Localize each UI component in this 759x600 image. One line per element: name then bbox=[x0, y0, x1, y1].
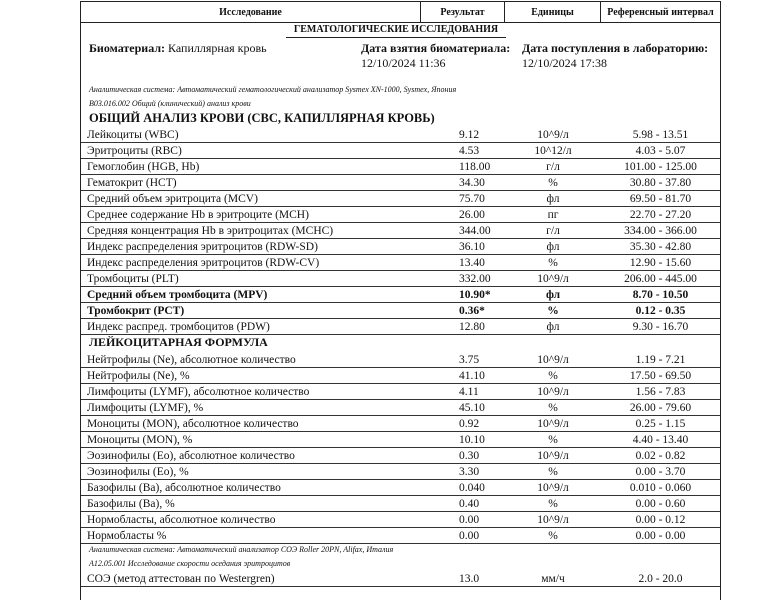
table-row bbox=[81, 352, 720, 368]
cell-unit: % bbox=[505, 255, 601, 271]
table-row bbox=[81, 448, 720, 464]
biomaterial bbox=[89, 41, 267, 56]
cell-name: Тромбокрит (PCT) bbox=[81, 303, 421, 319]
date-taken bbox=[361, 41, 510, 71]
analyzer-note-1: Аналитическая система: Автоматический гематологический анализатор Sysmex XN-1000, Sysmex, Япония bbox=[89, 85, 457, 94]
cell-ref: 0.010 - 0.060 bbox=[601, 480, 720, 496]
table-row bbox=[81, 239, 720, 255]
cell-value: 13.40 bbox=[421, 255, 505, 271]
cell-name: Базофилы (Ba), % bbox=[81, 496, 421, 512]
cell-unit: 10^9/л bbox=[505, 127, 601, 143]
header-study: Исследование bbox=[81, 2, 421, 22]
cell-unit: 10^9/л bbox=[505, 271, 601, 287]
header-reference: Референсный интервал bbox=[607, 6, 714, 18]
cell-value: 75.70 bbox=[421, 191, 505, 207]
table-row bbox=[81, 127, 720, 143]
cell-ref: 0.00 - 3.70 bbox=[601, 464, 720, 480]
cell-name: Лимфоциты (LYMF), % bbox=[81, 400, 421, 416]
table-row bbox=[81, 175, 720, 191]
table-row bbox=[81, 480, 720, 496]
cell-unit: фл bbox=[505, 287, 601, 303]
table-row bbox=[81, 287, 720, 303]
table-row bbox=[81, 255, 720, 271]
cell-unit: % bbox=[505, 400, 601, 416]
cell-name: Гемоглобин (HGB, Hb) bbox=[81, 159, 421, 175]
cell-value: 0.92 bbox=[421, 416, 505, 432]
table-row bbox=[81, 528, 720, 544]
cell-ref: 5.98 - 13.51 bbox=[601, 127, 720, 143]
cell-unit: % bbox=[505, 175, 601, 191]
cell-name: Средний объем тромбоцита (MPV) bbox=[81, 287, 421, 303]
cell-value: 0.40 bbox=[421, 496, 505, 512]
cell-ref: 4.03 - 5.07 bbox=[601, 143, 720, 159]
cell-name: Нейтрофилы (Ne), абсолютное количество bbox=[81, 352, 421, 368]
table-row bbox=[81, 384, 720, 400]
esr-unit: мм/ч bbox=[505, 571, 601, 587]
cell-name: Среднее содержание Hb в эритроците (MCH) bbox=[81, 207, 421, 223]
table-row bbox=[81, 303, 720, 319]
cell-value: 9.12 bbox=[421, 127, 505, 143]
cell-name: Нормобласты, абсолютное количество bbox=[81, 512, 421, 528]
cell-ref: 334.00 - 366.00 bbox=[601, 223, 720, 239]
lab-report-document bbox=[80, 1, 721, 600]
cell-value: 0.00 bbox=[421, 528, 505, 544]
date-taken-value: 12/10/2024 11:36 bbox=[361, 56, 446, 70]
cell-unit: 10^12/л bbox=[505, 143, 601, 159]
table-row bbox=[81, 464, 720, 480]
date-taken-label: Дата взятия биоматериала: bbox=[361, 41, 511, 55]
table-row bbox=[81, 319, 720, 335]
cell-name: Лимфоциты (LYMF), абсолютное количество bbox=[81, 384, 421, 400]
cell-name: Средний объем эритроцита (MCV) bbox=[81, 191, 421, 207]
cell-ref: 69.50 - 81.70 bbox=[601, 191, 720, 207]
table-row bbox=[81, 496, 720, 512]
table-row bbox=[81, 271, 720, 287]
table-row bbox=[81, 207, 720, 223]
cell-unit: фл bbox=[505, 319, 601, 335]
table-row bbox=[81, 512, 720, 528]
cell-ref: 1.56 - 7.83 bbox=[601, 384, 720, 400]
cell-ref: 26.00 - 79.60 bbox=[601, 400, 720, 416]
cell-name: Тромбоциты (PLT) bbox=[81, 271, 421, 287]
cell-unit: 10^9/л bbox=[505, 480, 601, 496]
cell-name: Нейтрофилы (Ne), % bbox=[81, 368, 421, 384]
cell-value: 12.80 bbox=[421, 319, 505, 335]
cell-unit: 10^9/л bbox=[505, 384, 601, 400]
cell-unit: 10^9/л bbox=[505, 512, 601, 528]
cell-unit: фл bbox=[505, 239, 601, 255]
cell-ref: 206.00 - 445.00 bbox=[601, 271, 720, 287]
cell-value: 4.53 bbox=[421, 143, 505, 159]
cell-name: Гематокрит (HCT) bbox=[81, 175, 421, 191]
date-received-label: Дата поступления в лабораторию: bbox=[522, 41, 709, 55]
header-units: Единицы bbox=[505, 2, 601, 22]
cell-name: Индекс распред. тромбоцитов (PDW) bbox=[81, 319, 421, 335]
cell-name: Эритроциты (RBC) bbox=[81, 143, 421, 159]
analyzer-note-2: Аналитическая система: Автоматический анализатор СОЭ Roller 20PN, Alifax, Италия bbox=[89, 545, 394, 554]
service-code-2: A12.05.001 Исследование скорости оседания эритроцитов bbox=[89, 559, 291, 568]
cell-value: 4.11 bbox=[421, 384, 505, 400]
leuko-title: ЛЕЙКОЦИТАРНАЯ ФОРМУЛА bbox=[89, 335, 268, 349]
cell-value: 332.00 bbox=[421, 271, 505, 287]
cell-name: Индекс распределения эритроцитов (RDW-CV) bbox=[81, 255, 421, 271]
cell-value: 0.040 bbox=[421, 480, 505, 496]
date-received bbox=[522, 41, 708, 71]
table-row bbox=[81, 432, 720, 448]
biomaterial-value: Капиллярная кровь bbox=[168, 41, 267, 55]
cell-unit: % bbox=[505, 368, 601, 384]
header-result: Результат bbox=[421, 2, 505, 22]
cell-name: Моноциты (MON), % bbox=[81, 432, 421, 448]
cell-unit: г/л bbox=[505, 159, 601, 175]
table-row bbox=[81, 143, 720, 159]
cell-ref: 0.25 - 1.15 bbox=[601, 416, 720, 432]
cell-ref: 9.30 - 16.70 bbox=[601, 319, 720, 335]
cell-name: Средняя концентрация Hb в эритроцитах (MCHC) bbox=[81, 223, 421, 239]
cell-name: Базофилы (Ba), абсолютное количество bbox=[81, 480, 421, 496]
cell-unit: % bbox=[505, 528, 601, 544]
cell-value: 0.00 bbox=[421, 512, 505, 528]
cell-value: 41.10 bbox=[421, 368, 505, 384]
table-row bbox=[81, 400, 720, 416]
cell-value: 36.10 bbox=[421, 239, 505, 255]
cell-name: Эозинофилы (Eo), % bbox=[81, 464, 421, 480]
cell-ref: 0.02 - 0.82 bbox=[601, 448, 720, 464]
table-header bbox=[81, 1, 720, 23]
date-received-value: 12/10/2024 17:38 bbox=[522, 56, 608, 70]
cell-unit: пг bbox=[505, 207, 601, 223]
cell-ref: 22.70 - 27.20 bbox=[601, 207, 720, 223]
table-row bbox=[81, 368, 720, 384]
cbc-title: ОБЩИЙ АНАЛИЗ КРОВИ (CBC, КАПИЛЛЯРНАЯ КРОВЬ) bbox=[89, 111, 435, 125]
cell-value: 10.10 bbox=[421, 432, 505, 448]
cell-ref: 30.80 - 37.80 bbox=[601, 175, 720, 191]
esr-ref: 2.0 - 20.0 bbox=[601, 571, 720, 587]
cell-unit: % bbox=[505, 464, 601, 480]
cell-value: 3.30 bbox=[421, 464, 505, 480]
cell-name: Индекс распределения эритроцитов (RDW-SD) bbox=[81, 239, 421, 255]
leuko-table bbox=[81, 352, 720, 544]
table-row bbox=[81, 159, 720, 175]
table-row bbox=[81, 571, 720, 587]
cell-unit: фл bbox=[505, 191, 601, 207]
cbc-table bbox=[81, 127, 720, 335]
table-row bbox=[81, 416, 720, 432]
cell-value: 45.10 bbox=[421, 400, 505, 416]
cell-unit: 10^9/л bbox=[505, 352, 601, 368]
biomaterial-label: Биоматериал: bbox=[89, 41, 166, 55]
cell-ref: 0.12 - 0.35 bbox=[601, 303, 720, 319]
esr-table bbox=[81, 571, 720, 587]
cell-ref: 0.00 - 0.60 bbox=[601, 496, 720, 512]
cell-ref: 12.90 - 15.60 bbox=[601, 255, 720, 271]
cell-ref: 101.00 - 125.00 bbox=[601, 159, 720, 175]
cell-ref: 17.50 - 69.50 bbox=[601, 368, 720, 384]
cell-ref: 35.30 - 42.80 bbox=[601, 239, 720, 255]
cell-value: 0.30 bbox=[421, 448, 505, 464]
cell-ref: 1.19 - 7.21 bbox=[601, 352, 720, 368]
cell-value: 118.00 bbox=[421, 159, 505, 175]
cell-name: Лейкоциты (WBC) bbox=[81, 127, 421, 143]
esr-value: 13.0 bbox=[421, 571, 505, 587]
cell-value: 34.30 bbox=[421, 175, 505, 191]
cell-value: 0.36* bbox=[421, 303, 505, 319]
table-row bbox=[81, 223, 720, 239]
table-row bbox=[81, 191, 720, 207]
cell-ref: 8.70 - 10.50 bbox=[601, 287, 720, 303]
cell-name: Нормобласты % bbox=[81, 528, 421, 544]
cell-unit: 10^9/л bbox=[505, 416, 601, 432]
cell-unit: 10^9/л bbox=[505, 448, 601, 464]
service-code-1: B03.016.002 Общий (клинический) анализ крови bbox=[89, 99, 251, 108]
cell-value: 10.90* bbox=[421, 287, 505, 303]
cell-ref: 0.00 - 0.12 bbox=[601, 512, 720, 528]
cell-unit: % bbox=[505, 303, 601, 319]
cell-value: 3.75 bbox=[421, 352, 505, 368]
cell-ref: 4.40 - 13.40 bbox=[601, 432, 720, 448]
cell-unit: % bbox=[505, 496, 601, 512]
cell-name: Моноциты (MON), абсолютное количество bbox=[81, 416, 421, 432]
cell-unit: % bbox=[505, 432, 601, 448]
cell-unit: г/л bbox=[505, 223, 601, 239]
cell-value: 26.00 bbox=[421, 207, 505, 223]
section-title: ГЕМАТОЛОГИЧЕСКИЕ ИССЛЕДОВАНИЯ bbox=[286, 23, 506, 38]
cell-name: Эозинофилы (Eo), абсолютное количество bbox=[81, 448, 421, 464]
esr-name: СОЭ (метод аттестован по Westergren) bbox=[81, 571, 421, 587]
cell-value: 344.00 bbox=[421, 223, 505, 239]
cell-ref: 0.00 - 0.00 bbox=[601, 528, 720, 544]
